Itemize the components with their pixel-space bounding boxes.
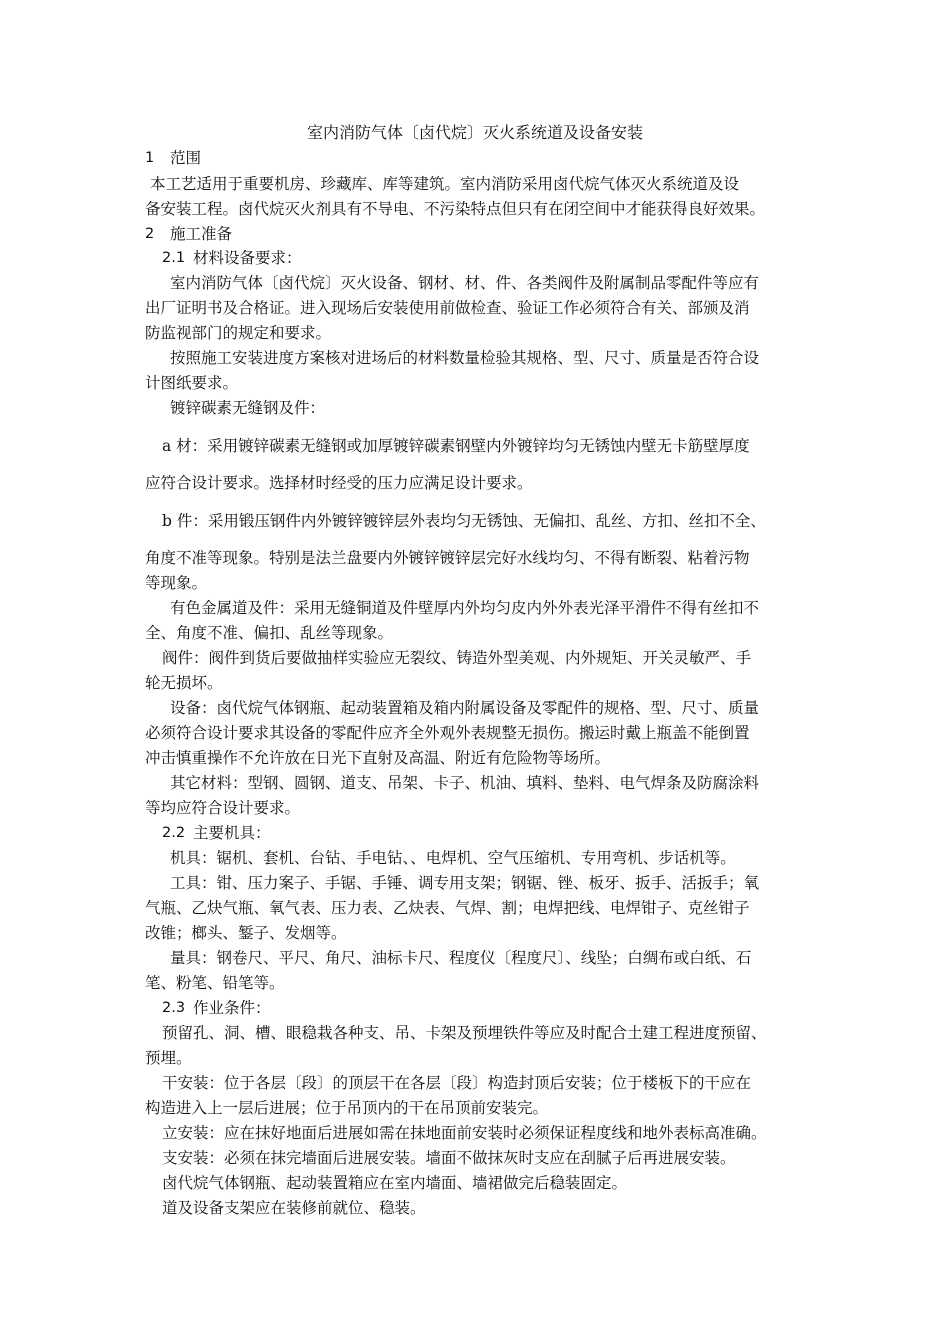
- paragraph-line: 等现象。: [145, 574, 208, 592]
- paragraph-line: 等均应符合设计要求。: [145, 799, 301, 817]
- paragraph-line: 轮无损坏。: [145, 674, 223, 692]
- paragraph-line: 出厂证明书及合格证。进入现场后安装使用前做检查、验证工作必须符合有关、部颁及消: [145, 299, 750, 317]
- section-1-heading: 范围: [170, 149, 202, 167]
- paragraph-line: 角度不准等现象。特别是法兰盘要内外镀锌镀锌层完好水线均匀、不得有断裂、粘着污物: [145, 549, 750, 567]
- section-1-number: 1: [145, 150, 155, 166]
- paragraph-line: 防监视部门的规定和要求。: [145, 324, 332, 342]
- paragraph-line: 设备：卤代烷气体钢瓶、起动装置箱及箱内附属设备及零配件的规格、型、尺寸、质量: [170, 699, 760, 717]
- paragraph-line: 备安装工程。卤代烷灭火剂具有不导电、不污染特点但只有在闭空间中才能获得良好效果。: [145, 200, 766, 218]
- paragraph-line: 支安装：必须在抹完墙面后进展安装。墙面不做抹灰时支应在刮腻子后再进展安装。: [162, 1149, 736, 1167]
- paragraph-line: 本工艺适用于重要机房、珍藏库、库等建筑。室内消防采用卤代烷气体灭火系统道及设: [150, 175, 740, 193]
- paragraph-line: 道及设备支架应在装修前就位、稳装。: [162, 1199, 426, 1217]
- paragraph-line: 全、角度不准、偏扣、乱丝等现象。: [145, 624, 394, 642]
- paragraph-line: 应符合设计要求。选择材时经受的压力应满足设计要求。: [145, 474, 533, 492]
- paragraph-line: 干安装：位于各层〔段〕的顶层干在各层〔段〕构造封顶后安装；位于楼板下的干应在: [162, 1074, 752, 1092]
- section-2-2-number: 2.2: [162, 825, 186, 841]
- paragraph-line: 构造进入上一层后进展；位于吊顶内的干在吊顶前安装完。: [145, 1099, 549, 1117]
- section-2-number: 2: [145, 226, 155, 242]
- section-2-3-number: 2.3: [162, 1000, 186, 1016]
- paragraph-line: 计图纸要求。: [145, 374, 239, 392]
- section-2-2-heading: 主要机具：: [193, 824, 271, 842]
- document-title: 室内消防气体〔卤代烷〕灭火系统道及设备安装: [306, 123, 643, 142]
- section-2-heading: 施工准备: [170, 225, 233, 243]
- paragraph-line: a 材：采用镀锌碳素无缝钢或加厚镀锌碳素钢壁内外镀锌均匀无锈蚀内壁无卡筋壁厚度: [162, 437, 750, 455]
- paragraph-line: 有色金属道及件：采用无缝铜道及件壁厚内外均匀皮内外外表光泽平滑件不得有丝扣不: [170, 599, 760, 617]
- section-2-3-heading: 作业条件：: [193, 999, 271, 1017]
- paragraph-line: 卤代烷气体钢瓶、起动装置箱应在室内墙面、墙裙做完后稳装固定。: [162, 1174, 628, 1192]
- paragraph-line: 冲击慎重操作不允许放在日光下直射及高温、附近有危险物等场所。: [145, 749, 611, 767]
- paragraph-line: 室内消防气体〔卤代烷〕灭火设备、钢材、材、件、各类阀件及附属制品零配件等应有: [170, 274, 760, 292]
- paragraph-line: b 件：采用锻压钢件内外镀锌镀锌层外表均匀无锈蚀、无偏扣、乱丝、方扣、丝扣不全、: [162, 512, 766, 530]
- section-2-1-number: 2.1: [162, 250, 186, 266]
- paragraph-line: 预埋。: [145, 1049, 192, 1067]
- paragraph-line: 改锥；榔头、錾子、发烟等。: [145, 924, 347, 942]
- paragraph-line: 镀锌碳素无缝钢及件：: [170, 399, 326, 417]
- paragraph-line: 阀件：阀件到货后要做抽样实验应无裂纹、铸造外型美观、内外规矩、开关灵敏严、手: [162, 649, 752, 667]
- paragraph-line: 机具：锯机、套机、台钻、手电钻、、电焊机、空气压缩机、专用弯机、步话机等。: [170, 849, 736, 867]
- paragraph-line: 其它材料：型钢、圆钢、道支、吊架、卡子、机油、填料、垫料、电气焊条及防腐涂料: [170, 774, 760, 792]
- paragraph-line: 按照施工安装进度方案核对进场后的材料数量检验其规格、型、尺寸、质量是否符合设: [170, 349, 760, 367]
- paragraph-line: 气瓶、乙炔气瓶、氧气表、压力表、乙炔表、气焊、割；电焊把线、电焊钳子、克丝钳子: [145, 899, 750, 917]
- paragraph-line: 工具：钳、压力案子、手锯、手锤、调专用支架；钢锯、锉、板牙、扳手、活扳手；氧: [170, 874, 760, 892]
- paragraph-line: 必须符合设计要求其设备的零配件应齐全外观外表规整无损伤。搬运时戴上瓶盖不能倒置: [145, 724, 750, 742]
- paragraph-line: 量具：钢卷尺、平尺、角尺、油标卡尺、程度仪〔程度尺〕、线坠；白绸布或白纸、石: [170, 949, 752, 967]
- paragraph-line: 笔、粉笔、铅笔等。: [145, 974, 285, 992]
- paragraph-line: 预留孔、洞、槽、眼稳栽各种支、吊、卡架及预埋铁件等应及时配合土建工程进度预留、: [162, 1024, 767, 1042]
- section-2-1-heading: 材料设备要求：: [193, 249, 302, 267]
- paragraph-line: 立安装：应在抹好地面后进展如需在抹地面前安装时必须保证程度线和地外表标高准确。: [162, 1124, 767, 1142]
